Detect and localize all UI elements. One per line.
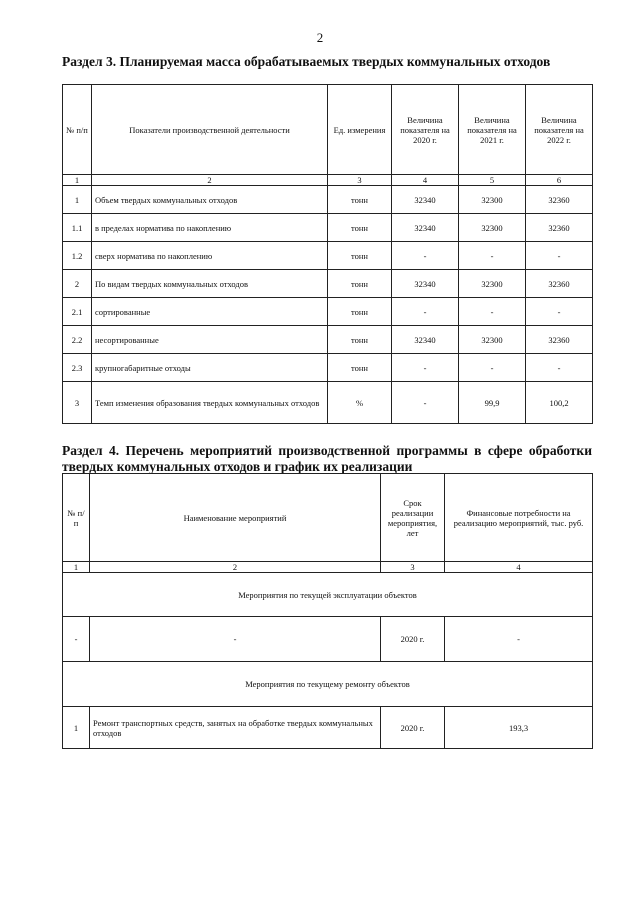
index-cell: 2 <box>92 175 328 186</box>
index-cell: 6 <box>526 175 593 186</box>
row-v2020: - <box>392 242 459 270</box>
row-unit: % <box>328 382 392 424</box>
row-v2020: - <box>392 298 459 326</box>
row-v2021: - <box>459 298 526 326</box>
row-name: крупногабаритные отходы <box>92 354 328 382</box>
header-2022: Величина показателя на 2022 г. <box>526 85 593 175</box>
header-2021: Величина показателя на 2021 г. <box>459 85 526 175</box>
header-indicator: Показатели производственной деятельности <box>92 85 328 175</box>
row-num: 2.1 <box>63 298 92 326</box>
row-name: сортированные <box>92 298 328 326</box>
table-row <box>63 707 593 749</box>
group-row <box>63 573 593 617</box>
row-v2022: 32360 <box>526 270 593 298</box>
row-v2022: 32360 <box>526 326 593 354</box>
row-num: 2 <box>63 270 92 298</box>
group-title: Мероприятия по текущей эксплуатации объектов <box>63 573 593 617</box>
header-name: Наименование мероприятий <box>90 474 381 562</box>
header-num: № п/п <box>63 85 92 175</box>
index-cell: 2 <box>90 562 381 573</box>
row-v2021: 32300 <box>459 186 526 214</box>
row-unit: тонн <box>328 298 392 326</box>
row-v2021: 99,9 <box>459 382 526 424</box>
row-num: 2.3 <box>63 354 92 382</box>
index-cell: 3 <box>381 562 445 573</box>
table-row <box>63 617 593 662</box>
page-number: 2 <box>316 30 324 45</box>
group-title: Мероприятия по текущему ремонту объектов <box>63 662 593 707</box>
row-term: 2020 г. <box>381 617 445 662</box>
row-num: 1 <box>63 186 92 214</box>
row-name: сверх норматива по накоплению <box>92 242 328 270</box>
row-num: - <box>63 617 90 662</box>
row-name: Объем твердых коммунальных отходов <box>92 186 328 214</box>
row-v2021: 32300 <box>459 270 526 298</box>
row-num: 2.2 <box>63 326 92 354</box>
index-row <box>63 562 593 573</box>
row-finance: 193,3 <box>445 707 593 749</box>
row-name: Темп изменения образования твердых коммунальных отходов <box>92 382 328 424</box>
table-row <box>63 298 593 326</box>
row-v2020: 32340 <box>392 270 459 298</box>
row-v2022: - <box>526 354 593 382</box>
row-unit: тонн <box>328 354 392 382</box>
row-unit: тонн <box>328 242 392 270</box>
row-unit: тонн <box>328 326 392 354</box>
index-cell: 5 <box>459 175 526 186</box>
row-v2022: 32360 <box>526 186 593 214</box>
row-num: 1 <box>63 707 90 749</box>
row-v2020: 32340 <box>392 214 459 242</box>
row-v2022: 32360 <box>526 214 593 242</box>
row-unit: тонн <box>328 270 392 298</box>
section4-title: Раздел 4. Перечень мероприятий производственной программы в сфере обработки твердых коммунальных отходов и график их реализации <box>62 443 592 474</box>
index-cell: 1 <box>63 175 92 186</box>
header-num: № п/п <box>63 474 90 562</box>
index-cell: 1 <box>63 562 90 573</box>
row-name: Ремонт транспортных средств, занятых на обработке твердых коммунальных отходов <box>90 707 381 749</box>
row-v2020: 32340 <box>392 326 459 354</box>
row-v2021: - <box>459 354 526 382</box>
table-row <box>63 354 593 382</box>
row-name: По видам твердых коммунальных отходов <box>92 270 328 298</box>
row-v2020: - <box>392 382 459 424</box>
row-v2020: - <box>392 354 459 382</box>
row-v2021: 32300 <box>459 214 526 242</box>
section3-table <box>62 84 593 424</box>
row-num: 1.2 <box>63 242 92 270</box>
row-term: 2020 г. <box>381 707 445 749</box>
row-v2021: - <box>459 242 526 270</box>
section4-table <box>62 473 593 749</box>
index-cell: 3 <box>328 175 392 186</box>
header-unit: Ед. измерения <box>328 85 392 175</box>
table-row <box>63 242 593 270</box>
group-row <box>63 662 593 707</box>
table-row <box>63 214 593 242</box>
table-row <box>63 382 593 424</box>
row-finance: - <box>445 617 593 662</box>
header-term: Срок реализации мероприятия, лет <box>381 474 445 562</box>
table-row <box>63 326 593 354</box>
row-v2022: 100,2 <box>526 382 593 424</box>
table-row <box>63 270 593 298</box>
row-unit: тонн <box>328 214 392 242</box>
index-row <box>63 175 593 186</box>
row-v2022: - <box>526 242 593 270</box>
row-name: несортированные <box>92 326 328 354</box>
table-header-row <box>63 474 593 562</box>
row-num: 1.1 <box>63 214 92 242</box>
row-name: в пределах норматива по накоплению <box>92 214 328 242</box>
row-name: - <box>90 617 381 662</box>
row-v2022: - <box>526 298 593 326</box>
header-finance: Финансовые потребности на реализацию мероприятий, тыс. руб. <box>445 474 593 562</box>
section3-title: Раздел 3. Планируемая масса обрабатываемых твердых коммунальных отходов <box>62 54 551 69</box>
row-unit: тонн <box>328 186 392 214</box>
row-v2020: 32340 <box>392 186 459 214</box>
row-v2021: 32300 <box>459 326 526 354</box>
table-header-row <box>63 85 593 175</box>
index-cell: 4 <box>392 175 459 186</box>
header-2020: Величина показателя на 2020 г. <box>392 85 459 175</box>
row-num: 3 <box>63 382 92 424</box>
table-row <box>63 186 593 214</box>
index-cell: 4 <box>445 562 593 573</box>
